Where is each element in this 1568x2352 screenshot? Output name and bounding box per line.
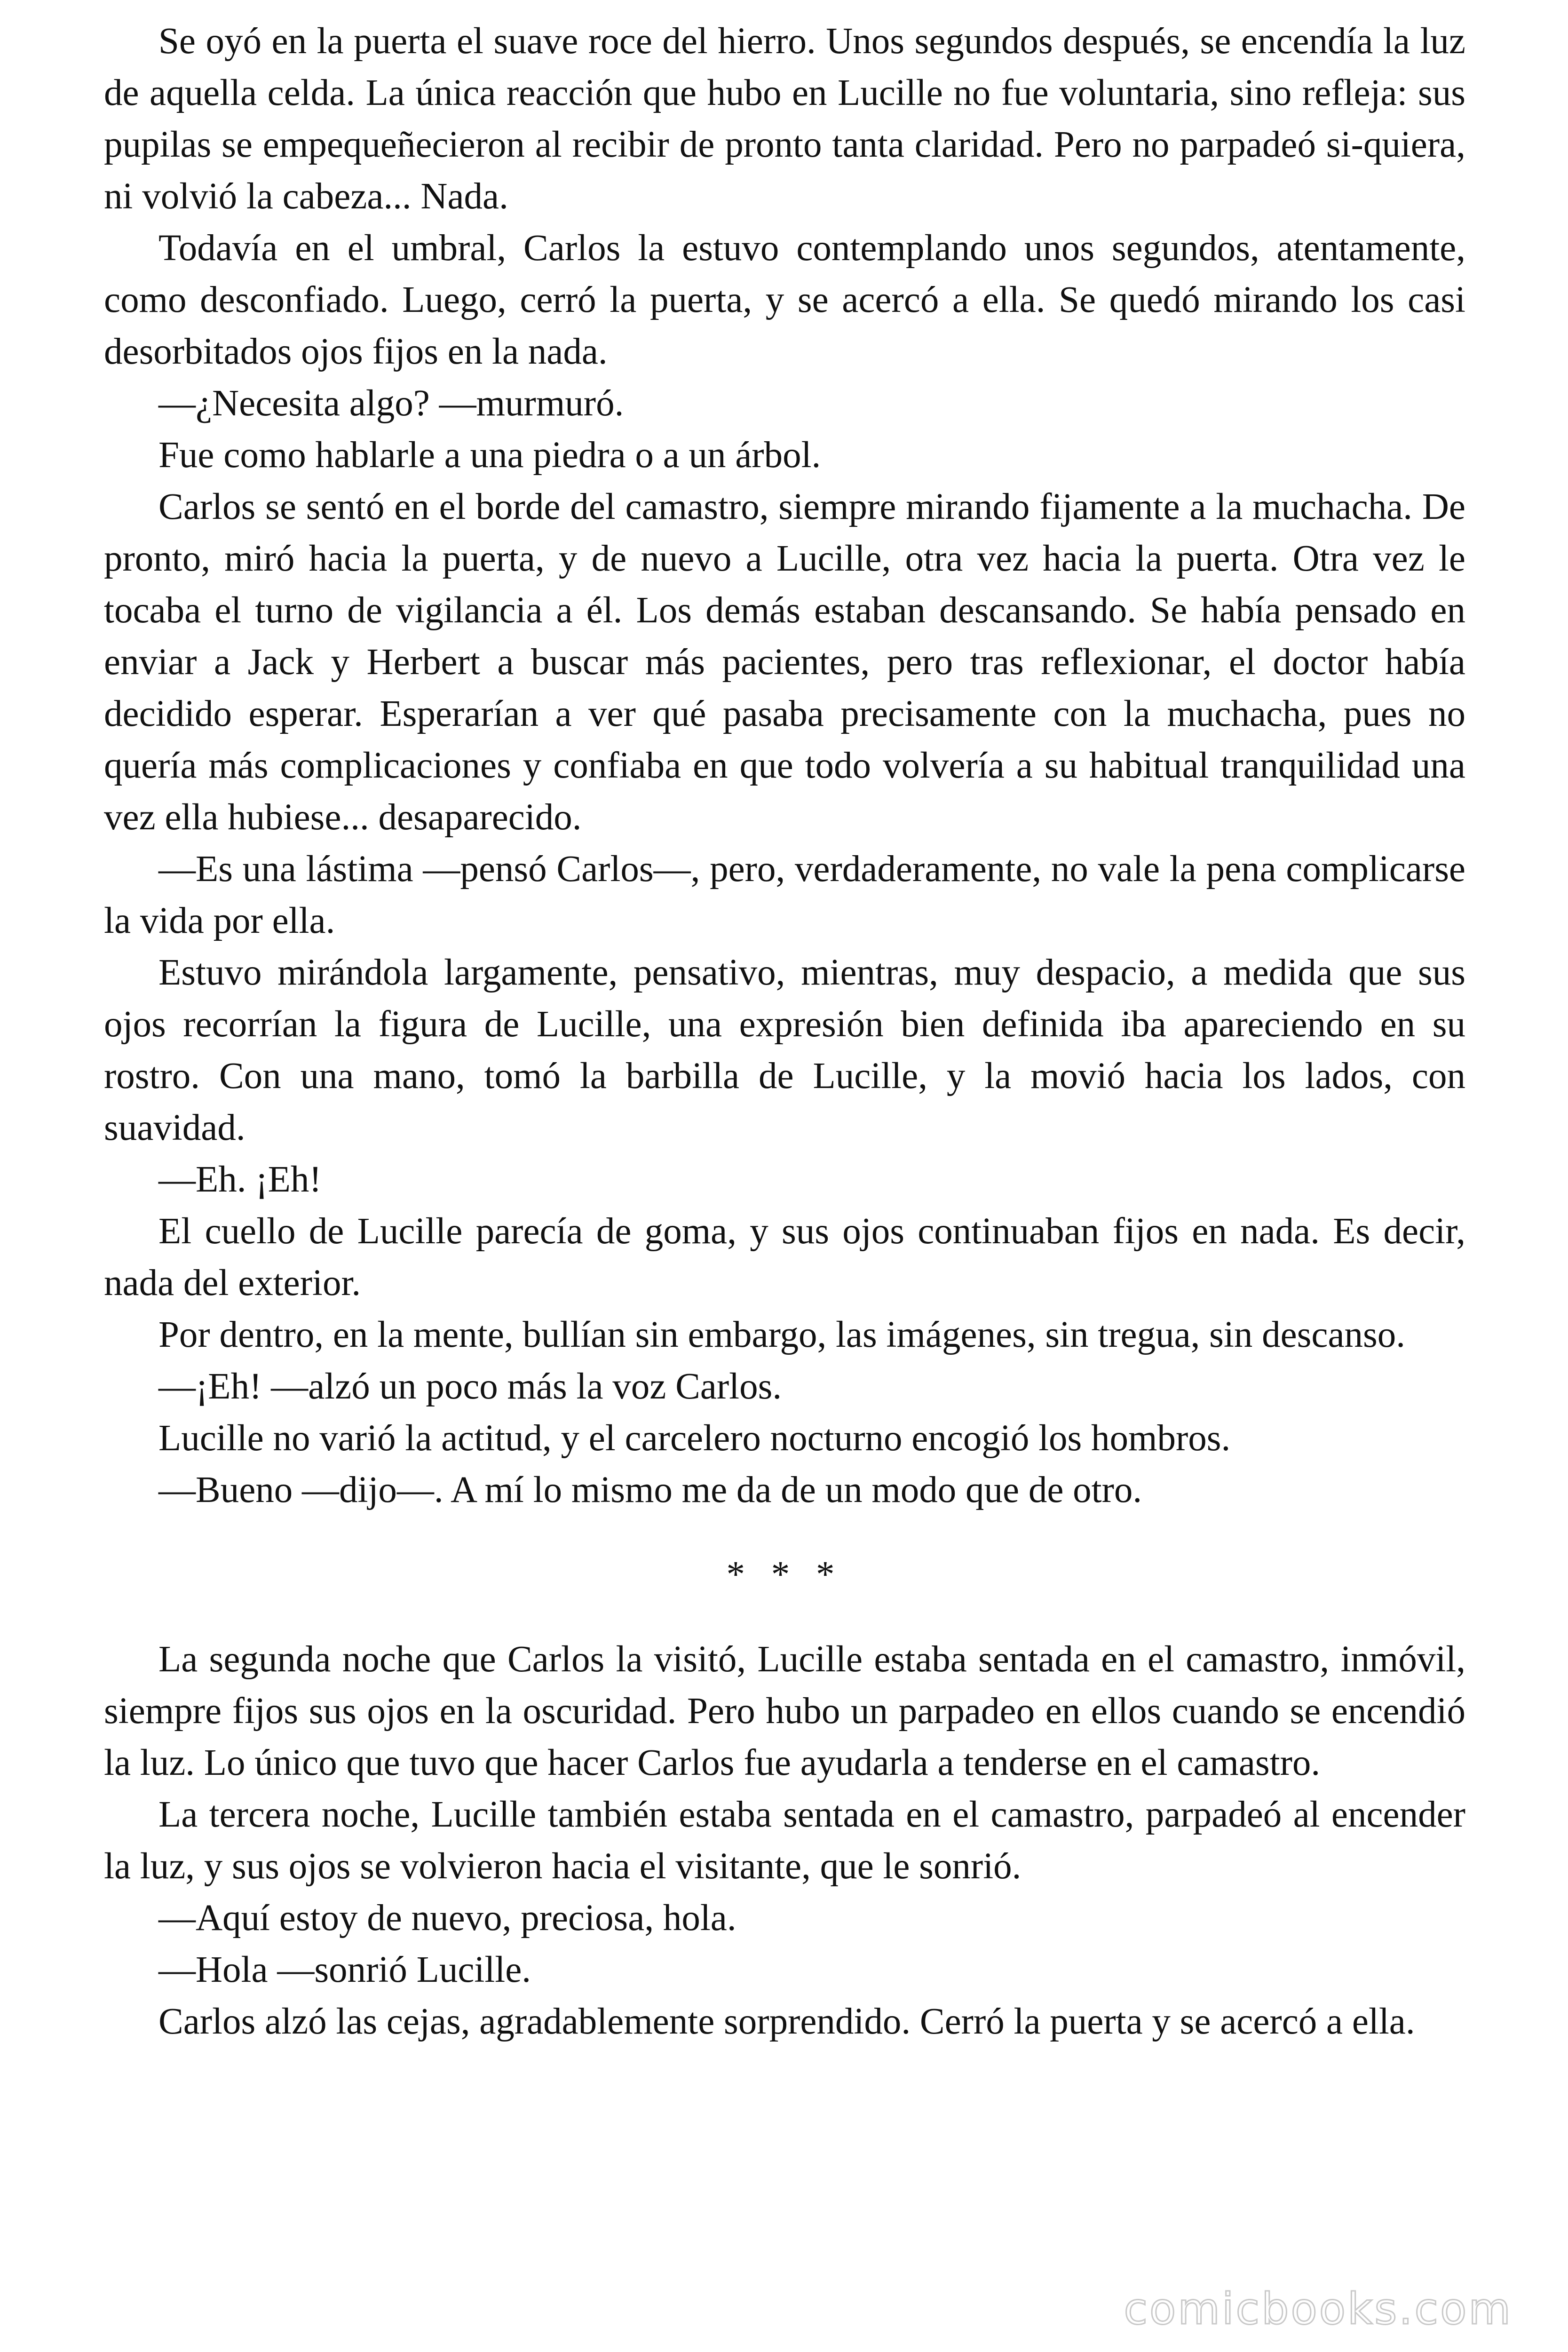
paragraph: Todavía en el umbral, Carlos la estuvo contemplando unos segundos, atentamente, como desconfiado. Luego, cerró la puerta, y se acercó a ella. Se quedó mirando los casi desorbitados ojos fijos en la nada. <box>104 228 1465 372</box>
paragraph: Lucille no varió la actitud, y el carcelero nocturno encogió los hombros. <box>158 1418 1231 1459</box>
page-body <box>104 16 1465 2048</box>
paragraph: —Bueno —dijo—. A mí lo mismo me da de un modo que de otro. <box>158 1470 1142 1510</box>
section-separator: * * * <box>726 1554 843 1595</box>
paragraph: Por dentro, en la mente, bullían sin embargo, las imágenes, sin tregua, sin descanso. <box>158 1314 1406 1355</box>
paragraph: Carlos alzó las cejas, agradablemente sorprendido. Cerró la puerta y se acercó a ella. <box>158 2001 1415 2042</box>
paragraph: —Aquí estoy de nuevo, preciosa, hola. <box>158 1898 736 1939</box>
paragraph: La segunda noche que Carlos la visitó, Lucille estaba sentada en el camastro, inmóvil, siempre fijos sus ojos en la oscuridad. Pero hubo un parpadeo en ellos cuando se encendió la luz. Lo único que tuvo que hacer Carlos fue ayudarla a tenderse en el camastro. <box>104 1639 1465 1783</box>
paragraph: —¡Eh! —alzó un poco más la voz Carlos. <box>158 1366 782 1407</box>
paragraph: Carlos se sentó en el borde del camastro, siempre mirando fijamente a la muchacha. De pronto, miró hacia la puerta, y de nuevo a Lucille, otra vez hacia la puerta. Otra vez le tocaba el turno de vigilancia a él. Los demás estaban descansando. Se había pensado en enviar a Jack y Herbert a buscar más pacientes, pero tras reflexionar, el doctor había decidido esperar. Esperarían a ver qué pasaba precisamente con la muchacha, pues no quería más complicaciones y confiaba en que todo volvería a su habitual tranquilidad una vez ella hubiese... desaparecido. <box>104 486 1465 838</box>
paragraph: Se oyó en la puerta el suave roce del hierro. Unos segundos después, se encendía la luz de aquella celda. La única reacción que hubo en Lucille no fue voluntaria, sino refleja: sus pupilas se empequeñecieron al recibir de pronto tanta claridad. Pero no parpadeó si-quiera, ni volvió la cabeza... Nada. <box>104 21 1465 217</box>
watermark: comicbooks.com <box>1124 2284 1513 2334</box>
paragraph: El cuello de Lucille parecía de goma, y sus ojos continuaban fijos en nada. Es decir, nada del exterior. <box>104 1211 1465 1303</box>
paragraph: —Eh. ¡Eh! <box>158 1159 322 1200</box>
paragraph: La tercera noche, Lucille también estaba sentada en el camastro, parpadeó al encender la luz, y sus ojos se volvieron hacia el visitante, que le sonrió. <box>104 1794 1465 1887</box>
paragraph: —¿Necesita algo? —murmuró. <box>158 383 624 424</box>
paragraph: Fue como hablarle a una piedra o a un árbol. <box>158 435 821 476</box>
paragraph: —Hola —sonrió Lucille. <box>158 1949 531 1990</box>
paragraph: —Es una lástima —pensó Carlos—, pero, verdaderamente, no vale la pena complicarse la vida por ella. <box>104 849 1465 941</box>
paragraph: Estuvo mirándola largamente, pensativo, mientras, muy despacio, a medida que sus ojos recorrían la figura de Lucille, una expresión bien definida iba apareciendo en su rostro. Con una mano, tomó la barbilla de Lucille, y la movió hacia los lados, con suavidad. <box>104 952 1465 1148</box>
